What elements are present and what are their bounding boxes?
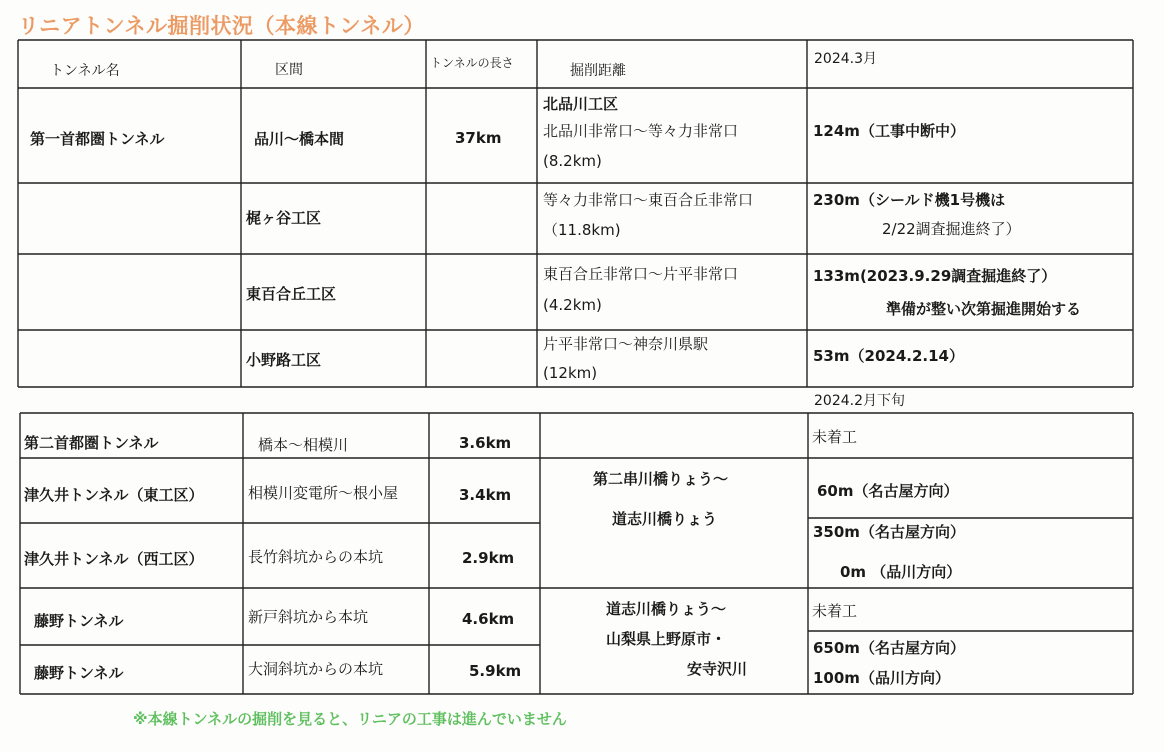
t2-r3-status-line1: 350m（名古屋方向）: [813, 523, 965, 541]
t2-r5-status-line2: 100m（品川方向）: [813, 669, 950, 687]
t1-r1-dist-title: 北品川工区: [543, 95, 619, 113]
t1-r3-status-line1: 133m(2023.9.29調査掘進終了）: [813, 267, 1057, 285]
t1-r3-section: 東百合丘工区: [246, 285, 337, 303]
t2-r4-name: 藤野トンネル: [34, 612, 124, 630]
t1-r3-dist-line1: 東百合丘非常口～片平非常口: [543, 265, 739, 283]
header-length: トンネルの長さ: [430, 56, 514, 70]
t2-r5-length: 5.9km: [469, 662, 522, 680]
t2-r5-status-line1: 650m（名古屋方向）: [813, 639, 965, 657]
t2-merge2-line3: 安寺沢川: [687, 660, 748, 678]
t2-merge2-line2: 山梨県上野原市・: [606, 630, 727, 648]
t1-r2-section: 梶ヶ谷工区: [246, 209, 322, 227]
t1-r2-dist-line2: （11.8km): [543, 221, 621, 239]
t1-r2-status-line2: 2/22調査掘進終了）: [882, 220, 1021, 238]
t1-r1-status: 124m（工事中断中）: [813, 122, 965, 140]
t2-merge1-line1: 第二串川橋りょう～: [593, 470, 729, 488]
t1-r1-length: 37km: [455, 129, 502, 147]
t2-r3-length: 2.9km: [462, 549, 515, 567]
t1-r3-dist-line2: (4.2km): [543, 296, 602, 314]
t2-r5-name: 藤野トンネル: [34, 664, 124, 682]
t1-r4-section: 小野路工区: [246, 351, 322, 369]
t2-r2-status: 60m（名古屋方向）: [817, 482, 959, 500]
t2-r1-name: 第二首都圏トンネル: [24, 434, 159, 452]
t2-r1-section: 橋本～相模川: [258, 436, 349, 454]
t1-r1-name: 第一首都圏トンネル: [30, 130, 165, 148]
t1-r1-dist-line2: (8.2km): [543, 152, 602, 170]
t2-r2-length: 3.4km: [459, 486, 512, 504]
t2-r3-name: 津久井トンネル（西工区）: [24, 550, 204, 568]
t2-r3-section: 長竹斜坑からの本坑: [248, 548, 384, 566]
t2-r1-status: 未着工: [812, 428, 858, 446]
t2-r2-name: 津久井トンネル（東工区）: [24, 486, 204, 504]
t1-r2-status-line1: 230m（シールド機1号機は: [813, 191, 1006, 209]
page-title: リニアトンネル掘削状況（本線トンネル）: [18, 14, 425, 38]
t1-r1-section: 品川～橋本間: [254, 130, 345, 148]
t2-merge1-line2: 道志川橋りょう: [612, 510, 718, 528]
section-date: 2024.2月下旬: [814, 393, 905, 409]
t2-r4-length: 4.6km: [462, 610, 515, 628]
header-distance: 掘削距離: [570, 63, 626, 79]
footer-note: ※本線トンネルの掘削を見ると、リニアの工事は進んでいません: [133, 710, 567, 728]
header-tunnel-name: トンネル名: [50, 63, 120, 79]
t1-r2-dist-line1: 等々力非常口～東百合丘非常口: [543, 191, 754, 209]
t2-r5-section: 大洞斜坑からの本坑: [248, 660, 384, 678]
header-section: 区間: [275, 62, 303, 78]
t2-merge2-line1: 道志川橋りょう～: [606, 600, 727, 618]
t1-r3-status-line2: 準備が整い次第掘進開始する: [886, 300, 1082, 318]
t1-r4-status: 53m（2024.2.14）: [813, 347, 964, 365]
t1-r4-dist-line1: 片平非常口～神奈川県駅: [543, 335, 709, 353]
header-date: 2024.3月: [814, 51, 877, 67]
t2-r4-status: 未着工: [812, 602, 858, 620]
t1-r4-dist-line2: (12km): [543, 364, 598, 382]
t2-r3-status-line2: 0m （品川方向）: [840, 563, 962, 581]
t2-r2-section: 相模川変電所～根小屋: [248, 484, 399, 502]
t1-r1-dist-line1: 北品川非常口～等々力非常口: [543, 122, 739, 140]
t2-r4-section: 新戸斜坑から本坑: [248, 608, 369, 626]
t2-r1-length: 3.6km: [459, 434, 512, 452]
